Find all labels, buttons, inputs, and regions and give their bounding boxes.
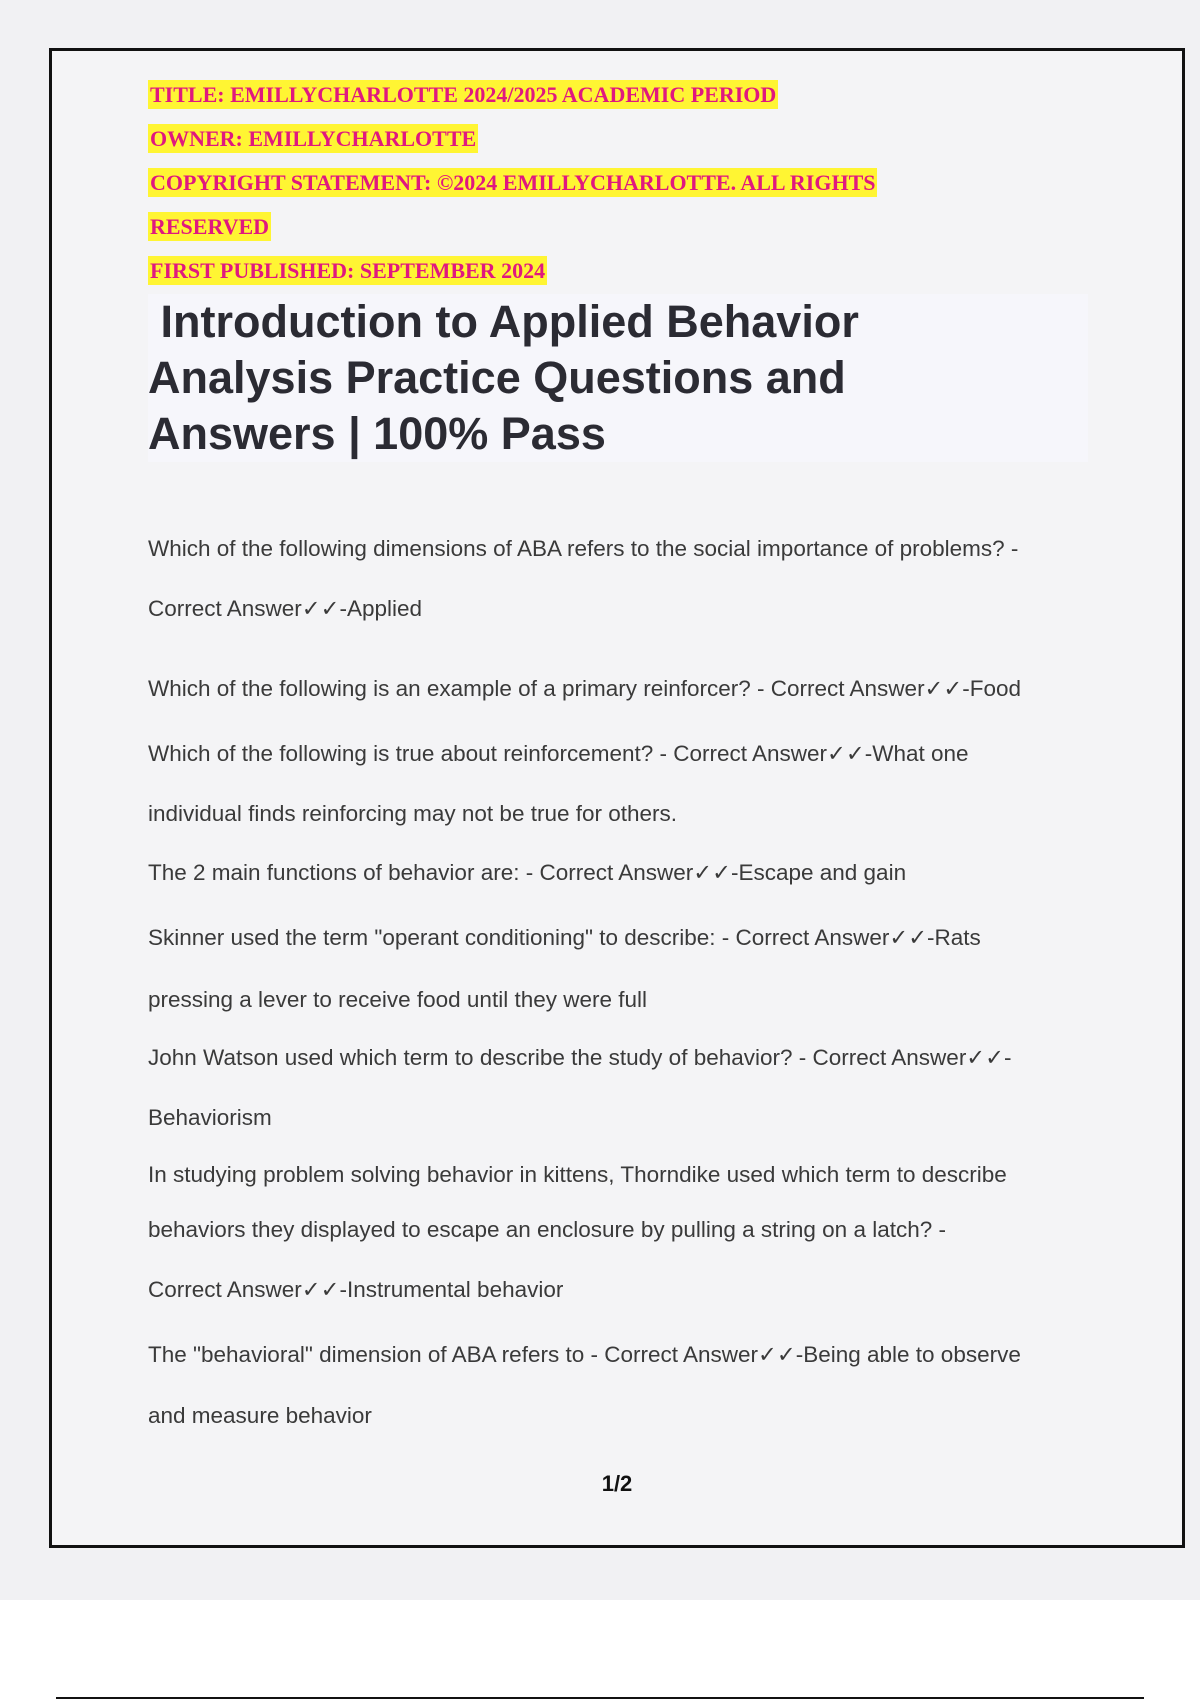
qa-item-7-line-1: In studying problem solving behavior in kittens, Thorndike used which term to describe: [148, 1162, 1007, 1187]
document-title-line-1: Introduction to Applied Behavior: [148, 296, 859, 347]
qa-item-5-line-1: Skinner used the term "operant conditioning" to describe: - Correct Answer✓✓-Rats: [148, 925, 981, 950]
meta-published-line: FIRST PUBLISHED: SEPTEMBER 2024: [150, 258, 546, 283]
qa-item-7-line-3: Correct Answer✓✓-Instrumental behavior: [148, 1277, 564, 1302]
qa-item-8-line-1: The "behavioral" dimension of ABA refers to - Correct Answer✓✓-Being able to observe: [148, 1342, 1021, 1367]
qa-item-3-line-1: Which of the following is true about reinforcement? - Correct Answer✓✓-What one: [148, 741, 969, 766]
page-number: 1/2: [601, 1471, 633, 1496]
qa-item-6-line-1: John Watson used which term to describe the study of behavior? - Correct Answer✓✓-: [148, 1045, 1012, 1070]
qa-item-7-line-2: behaviors they displayed to escape an enclosure by pulling a string on a latch? -: [148, 1217, 946, 1242]
document-title-line-3: Answers | 100% Pass: [148, 408, 606, 459]
meta-copyright-line-continued: RESERVED: [150, 214, 270, 239]
next-page-divider: [56, 1697, 1144, 1699]
meta-owner-line: OWNER: EMILLYCHARLOTTE: [150, 126, 477, 151]
qa-item-8-line-2: and measure behavior: [148, 1403, 372, 1428]
document-title-line-2: Analysis Practice Questions and: [148, 352, 846, 403]
qa-item-4-line-1: The 2 main functions of behavior are: - Correct Answer✓✓-Escape and gain: [148, 860, 907, 885]
document-metadata: [148, 73, 1048, 293]
qa-item-1-line-2: Correct Answer✓✓-Applied: [148, 596, 423, 621]
meta-title-line: TITLE: EMILLYCHARLOTTE 2024/2025 ACADEMIC PERIOD: [150, 82, 777, 107]
qa-item-3-line-2: individual finds reinforcing may not be true for others.: [148, 801, 678, 826]
qa-item-2-line-1: Which of the following is an example of a primary reinforcer? - Correct Answer✓✓-Food: [148, 676, 1022, 701]
meta-copyright-line: COPYRIGHT STATEMENT: ©2024 EMILLYCHARLOTTE. ALL RIGHTS: [150, 170, 876, 195]
qa-item-1-line-1: Which of the following dimensions of ABA refers to the social importance of problems? -: [148, 536, 1019, 561]
qa-item-5-line-2: pressing a lever to receive food until they were full: [148, 987, 648, 1012]
document-page: [49, 48, 1185, 1548]
document-title: [148, 294, 1088, 462]
qa-item-6-line-2: Behaviorism: [148, 1105, 272, 1130]
